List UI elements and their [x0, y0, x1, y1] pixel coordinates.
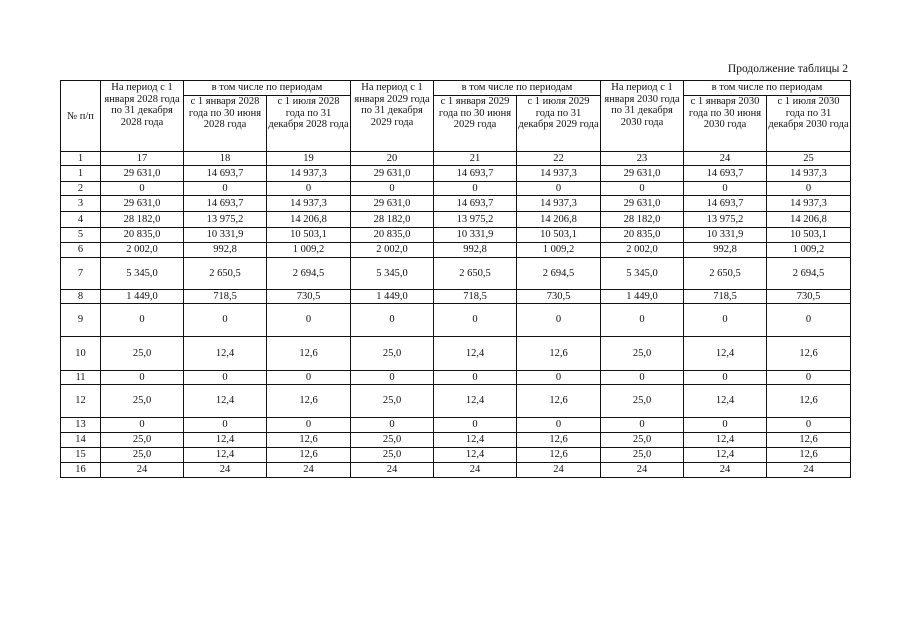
value-cell: 1 449,0 — [601, 290, 684, 304]
value-cell: 0 — [267, 371, 351, 385]
value-cell: 20 835,0 — [351, 228, 434, 243]
table-row — [61, 433, 851, 448]
column-number-cell: 21 — [434, 152, 517, 166]
value-cell: 14 937,3 — [767, 166, 851, 182]
value-cell: 0 — [767, 182, 851, 196]
value-cell: 24 — [601, 463, 684, 478]
value-cell: 1 009,2 — [767, 243, 851, 258]
value-cell: 12,4 — [184, 433, 267, 448]
value-cell: 0 — [267, 304, 351, 337]
table-row — [61, 304, 851, 337]
value-cell: 25,0 — [601, 448, 684, 463]
value-cell: 0 — [267, 418, 351, 433]
value-cell: 24 — [101, 463, 184, 478]
value-cell: 29 631,0 — [101, 196, 184, 212]
value-cell: 25,0 — [351, 337, 434, 371]
value-cell: 2 002,0 — [351, 243, 434, 258]
table-row — [61, 166, 851, 182]
value-cell: 1 449,0 — [101, 290, 184, 304]
value-cell: 5 345,0 — [101, 258, 184, 290]
value-cell: 2 650,5 — [434, 258, 517, 290]
value-cell: 25,0 — [601, 385, 684, 418]
value-cell: 24 — [184, 463, 267, 478]
value-cell: 12,6 — [517, 337, 601, 371]
value-cell: 12,4 — [684, 448, 767, 463]
value-cell: 1 009,2 — [517, 243, 601, 258]
table-row — [61, 418, 851, 433]
value-cell: 13 975,2 — [434, 212, 517, 228]
value-cell: 5 345,0 — [351, 258, 434, 290]
value-cell: 24 — [267, 463, 351, 478]
value-cell: 12,4 — [184, 337, 267, 371]
value-cell: 0 — [351, 418, 434, 433]
value-cell: 12,4 — [434, 433, 517, 448]
row-number-cell: 2 — [61, 182, 101, 196]
row-number-cell: 10 — [61, 337, 101, 371]
value-cell: 14 937,3 — [767, 196, 851, 212]
value-cell: 2 650,5 — [684, 258, 767, 290]
value-cell: 10 331,9 — [684, 228, 767, 243]
header-second-half-2029: с 1 июля 2029 года по 31 декабря 2029 года — [517, 96, 601, 152]
header-second-half-2030: с 1 июля 2030 года по 31 декабря 2030 года — [767, 96, 851, 152]
value-cell: 25,0 — [101, 385, 184, 418]
header-including-periods-2028: в том числе по периодам — [184, 81, 351, 96]
row-number-cell: 5 — [61, 228, 101, 243]
header-including-periods-2029: в том числе по периодам — [434, 81, 601, 96]
row-number-cell: 13 — [61, 418, 101, 433]
value-cell: 10 503,1 — [517, 228, 601, 243]
value-cell: 14 206,8 — [517, 212, 601, 228]
value-cell: 12,6 — [767, 433, 851, 448]
column-number-cell: 1 — [61, 152, 101, 166]
header-row-number: № п/п — [61, 81, 101, 152]
value-cell: 12,6 — [267, 337, 351, 371]
value-cell: 14 693,7 — [684, 166, 767, 182]
value-cell: 14 206,8 — [267, 212, 351, 228]
table-row — [61, 182, 851, 196]
value-cell: 14 937,3 — [267, 166, 351, 182]
table-row — [61, 371, 851, 385]
row-number-cell: 16 — [61, 463, 101, 478]
value-cell: 0 — [517, 304, 601, 337]
header-first-half-2029: с 1 января 2029 года по 30 июня 2029 года — [434, 96, 517, 152]
row-number-cell: 6 — [61, 243, 101, 258]
column-number-cell: 19 — [267, 152, 351, 166]
value-cell: 25,0 — [101, 337, 184, 371]
value-cell: 10 331,9 — [434, 228, 517, 243]
value-cell: 0 — [601, 304, 684, 337]
value-cell: 0 — [434, 418, 517, 433]
table-row — [61, 448, 851, 463]
value-cell: 0 — [434, 182, 517, 196]
value-cell: 12,4 — [184, 385, 267, 418]
value-cell: 20 835,0 — [601, 228, 684, 243]
column-number-cell: 20 — [351, 152, 434, 166]
row-number-cell: 4 — [61, 212, 101, 228]
value-cell: 12,4 — [434, 385, 517, 418]
table-body — [61, 152, 851, 478]
value-cell: 12,6 — [767, 337, 851, 371]
value-cell: 0 — [267, 182, 351, 196]
value-cell: 12,6 — [267, 385, 351, 418]
value-cell: 25,0 — [601, 433, 684, 448]
value-cell: 5 345,0 — [601, 258, 684, 290]
table-row — [61, 228, 851, 243]
table-row — [61, 337, 851, 371]
value-cell: 25,0 — [601, 337, 684, 371]
value-cell: 12,6 — [767, 385, 851, 418]
row-number-cell: 11 — [61, 371, 101, 385]
value-cell: 14 937,3 — [517, 196, 601, 212]
value-cell: 1 449,0 — [351, 290, 434, 304]
value-cell: 718,5 — [184, 290, 267, 304]
value-cell: 0 — [684, 182, 767, 196]
value-cell: 10 331,9 — [184, 228, 267, 243]
header-including-periods-2030: в том числе по периодам — [684, 81, 851, 96]
value-cell: 14 693,7 — [434, 166, 517, 182]
value-cell: 0 — [101, 371, 184, 385]
value-cell: 0 — [351, 371, 434, 385]
column-number-cell: 24 — [684, 152, 767, 166]
value-cell: 0 — [351, 304, 434, 337]
value-cell: 718,5 — [434, 290, 517, 304]
value-cell: 12,6 — [267, 433, 351, 448]
value-cell: 12,4 — [684, 433, 767, 448]
table-row — [61, 385, 851, 418]
value-cell: 29 631,0 — [601, 166, 684, 182]
header-period-total-2029: На период с 1 января 2029 года по 31 декабря 2029 года — [351, 81, 434, 152]
row-number-cell: 12 — [61, 385, 101, 418]
row-number-cell: 1 — [61, 166, 101, 182]
value-cell: 29 631,0 — [351, 166, 434, 182]
value-cell: 0 — [184, 304, 267, 337]
column-number-cell: 17 — [101, 152, 184, 166]
value-cell: 14 693,7 — [684, 196, 767, 212]
value-cell: 1 009,2 — [267, 243, 351, 258]
value-cell: 10 503,1 — [767, 228, 851, 243]
row-number-cell: 8 — [61, 290, 101, 304]
table-row — [61, 243, 851, 258]
value-cell: 24 — [434, 463, 517, 478]
value-cell: 0 — [351, 182, 434, 196]
value-cell: 25,0 — [101, 433, 184, 448]
value-cell: 12,6 — [517, 385, 601, 418]
value-cell: 992,8 — [684, 243, 767, 258]
value-cell: 0 — [601, 371, 684, 385]
value-cell: 0 — [101, 418, 184, 433]
value-cell: 12,4 — [684, 337, 767, 371]
value-cell: 14 206,8 — [767, 212, 851, 228]
value-cell: 25,0 — [351, 433, 434, 448]
value-cell: 2 002,0 — [601, 243, 684, 258]
data-table — [60, 80, 851, 478]
value-cell: 29 631,0 — [601, 196, 684, 212]
column-number-cell: 23 — [601, 152, 684, 166]
value-cell: 992,8 — [434, 243, 517, 258]
value-cell: 14 693,7 — [434, 196, 517, 212]
column-number-cell: 25 — [767, 152, 851, 166]
value-cell: 10 503,1 — [267, 228, 351, 243]
value-cell: 12,4 — [684, 385, 767, 418]
header-period-total-2028: На период с 1 января 2028 года по 31 декабря 2028 года — [101, 81, 184, 152]
value-cell: 12,4 — [434, 337, 517, 371]
value-cell: 24 — [351, 463, 434, 478]
header-second-half-2028: с 1 июля 2028 года по 31 декабря 2028 года — [267, 96, 351, 152]
value-cell: 14 693,7 — [184, 196, 267, 212]
value-cell: 28 182,0 — [601, 212, 684, 228]
value-cell: 0 — [601, 418, 684, 433]
value-cell: 0 — [184, 182, 267, 196]
value-cell: 12,6 — [517, 433, 601, 448]
table-row — [61, 212, 851, 228]
value-cell: 13 975,2 — [184, 212, 267, 228]
value-cell: 0 — [184, 418, 267, 433]
value-cell: 0 — [767, 304, 851, 337]
value-cell: 992,8 — [184, 243, 267, 258]
value-cell: 730,5 — [267, 290, 351, 304]
header-first-half-2030: с 1 января 2030 года по 30 июня 2030 года — [684, 96, 767, 152]
value-cell: 0 — [767, 418, 851, 433]
value-cell: 14 693,7 — [184, 166, 267, 182]
value-cell: 14 937,3 — [267, 196, 351, 212]
value-cell: 0 — [184, 371, 267, 385]
row-number-cell: 9 — [61, 304, 101, 337]
value-cell: 2 650,5 — [184, 258, 267, 290]
value-cell: 29 631,0 — [351, 196, 434, 212]
row-number-cell: 15 — [61, 448, 101, 463]
value-cell: 24 — [517, 463, 601, 478]
value-cell: 2 694,5 — [767, 258, 851, 290]
value-cell: 20 835,0 — [101, 228, 184, 243]
value-cell: 12,6 — [517, 448, 601, 463]
table-row — [61, 258, 851, 290]
header-period-total-2030: На период с 1 января 2030 года по 31 декабря 2030 года — [601, 81, 684, 152]
column-number-cell: 22 — [517, 152, 601, 166]
value-cell: 0 — [601, 182, 684, 196]
value-cell: 0 — [684, 304, 767, 337]
table-row — [61, 290, 851, 304]
value-cell: 718,5 — [684, 290, 767, 304]
value-cell: 0 — [517, 371, 601, 385]
value-cell: 25,0 — [101, 448, 184, 463]
value-cell: 730,5 — [517, 290, 601, 304]
value-cell: 0 — [434, 304, 517, 337]
value-cell: 28 182,0 — [101, 212, 184, 228]
value-cell: 13 975,2 — [684, 212, 767, 228]
value-cell: 25,0 — [351, 448, 434, 463]
column-number-row — [61, 152, 851, 166]
column-number-cell: 18 — [184, 152, 267, 166]
value-cell: 2 694,5 — [267, 258, 351, 290]
value-cell: 2 002,0 — [101, 243, 184, 258]
table-continuation-caption: Продолжение таблицы 2 — [727, 63, 848, 75]
value-cell: 0 — [101, 182, 184, 196]
value-cell: 12,4 — [434, 448, 517, 463]
value-cell: 0 — [767, 371, 851, 385]
value-cell: 24 — [767, 463, 851, 478]
value-cell: 0 — [684, 371, 767, 385]
header-first-half-2028: с 1 января 2028 года по 30 июня 2028 года — [184, 96, 267, 152]
value-cell: 12,6 — [267, 448, 351, 463]
value-cell: 2 694,5 — [517, 258, 601, 290]
row-number-cell: 7 — [61, 258, 101, 290]
value-cell: 25,0 — [351, 385, 434, 418]
value-cell: 0 — [101, 304, 184, 337]
value-cell: 28 182,0 — [351, 212, 434, 228]
table-row — [61, 196, 851, 212]
value-cell: 12,6 — [767, 448, 851, 463]
value-cell: 730,5 — [767, 290, 851, 304]
value-cell: 14 937,3 — [517, 166, 601, 182]
header-row-top — [61, 81, 851, 96]
value-cell: 0 — [517, 182, 601, 196]
value-cell: 12,4 — [184, 448, 267, 463]
value-cell: 29 631,0 — [101, 166, 184, 182]
value-cell: 0 — [517, 418, 601, 433]
row-number-cell: 14 — [61, 433, 101, 448]
value-cell: 0 — [434, 371, 517, 385]
table-row — [61, 463, 851, 478]
value-cell: 24 — [684, 463, 767, 478]
value-cell: 0 — [684, 418, 767, 433]
row-number-cell: 3 — [61, 196, 101, 212]
